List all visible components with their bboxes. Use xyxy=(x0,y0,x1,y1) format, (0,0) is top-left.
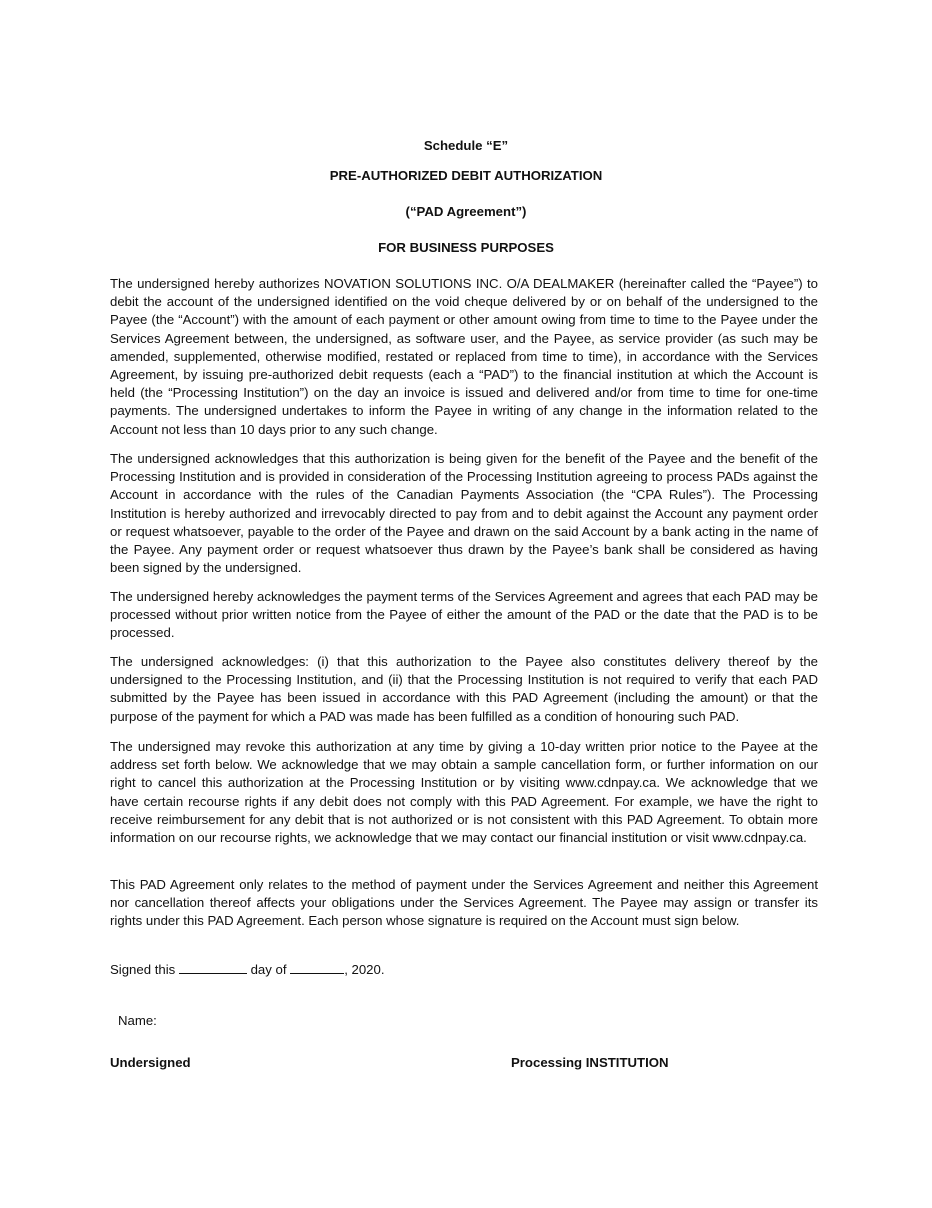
paragraph-acknowledgement-benefit: The undersigned acknowledges that this authorization is being given for the benefit of the Payee and the benefit of the Processing Institution and is provided in consideration of the Processing Institution agreeing to process PADs against the Account in accordance with the rules of the Canadian Payments Association (the “CPA Rules”). The Processing Institution is hereby authorized and irrevocably directed to pay from and to debit against the Account any payment order or request whatsoever, payable to the order of the Payee and drawn on the said Account by a bank acting in the name of the Payee. Any payment order or request whatsoever thus drawn by the Payee’s bank shall be considered as having been signed by the undersigned. xyxy=(110,451,818,576)
signatory-processing-institution: Processing INSTITUTION xyxy=(511,1055,669,1070)
paragraph-revocation: The undersigned may revoke this authorization at any time by giving a 10-day written prior notice to the Payee at the address set forth below. We acknowledge that we may obtain a sample cancellation form, or further information on our right to cancel this authorization at the Processing Institution or by visiting www.cdnpay.ca. We acknowledge that we have certain recourse rights if any debit does not comply with this PAD Agreement. For example, we have the right to receive reimbursement for any debit that is not authorized or is not consistent with this PAD Agreement. To obtain more information on our recourse rights, we acknowledge that we may contact our financial institution or visit www.cdnpay.ca. xyxy=(110,739,818,846)
schedule-title: Schedule “E” xyxy=(423,138,509,153)
paragraph-payment-terms: The undersigned hereby acknowledges the payment terms of the Services Agreement and agrees that each PAD may be processed without prior written notice from the Payee of either the amount of the PAD or the date that the PAD is to be processed. xyxy=(110,589,818,641)
document-subtitle: (“PAD Agreement”) xyxy=(405,204,527,219)
name-label: Name: xyxy=(118,1013,157,1028)
purpose-heading: FOR BUSINESS PURPOSES xyxy=(378,240,554,255)
paragraph-scope: This PAD Agreement only relates to the method of payment under the Services Agreement and neither this Agreement nor cancellation thereof affects your obligations under the Services Agreement. The Payee may assign or transfer its rights under this PAD Agreement. Each person whose signature is required on the Account must sign below. xyxy=(110,877,818,929)
signatory-undersigned: Undersigned xyxy=(110,1055,191,1070)
paragraph-authorization: The undersigned hereby authorizes NOVATION SOLUTIONS INC. O/A DEALMAKER (hereinafter called the “Payee”) to debit the account of the undersigned identified on the void cheque delivered by or on behalf of the undersigned to the Payee (the “Account”) with the amount of each payment or other amount owing from time to time to the Payee under the Services Agreement between, the undersigned, as software user, and the Payee, as service provider (as such may be amended, supplemented, otherwise modified, restated or replaced from time to time), in accordance with the Services Agreement, by issuing pre-authorized debit requests (each a “PAD”) to the financial institution at which the Account is held (the “Processing Institution”) on the day an invoice is issued and delivered and/or from time to time for one-time payments. The undersigned undertakes to inform the Payee in writing of any change in the information related to the Account not less than 10 days prior to any such change. xyxy=(110,276,818,437)
signed-middle: day of xyxy=(246,962,291,977)
signed-date-line xyxy=(110,961,385,978)
month-blank-field[interactable] xyxy=(290,961,344,974)
paragraph-delivery-acknowledgement: The undersigned acknowledges: (i) that this authorization to the Payee also constitutes delivery thereof by the undersigned to the Processing Institution, and (ii) that the Processing Institution is not required to verify that each PAD submitted by the Payee has been issued in accordance with this PAD Agreement (including the amount) or that the purpose of the payment for which a PAD was made has been fulfilled as a condition of honouring such PAD. xyxy=(110,654,818,724)
day-blank-field[interactable] xyxy=(179,961,247,974)
signed-prefix: Signed this xyxy=(110,962,179,977)
document-title: PRE-AUTHORIZED DEBIT AUTHORIZATION xyxy=(329,168,603,183)
signed-suffix: , 2020. xyxy=(344,962,385,977)
